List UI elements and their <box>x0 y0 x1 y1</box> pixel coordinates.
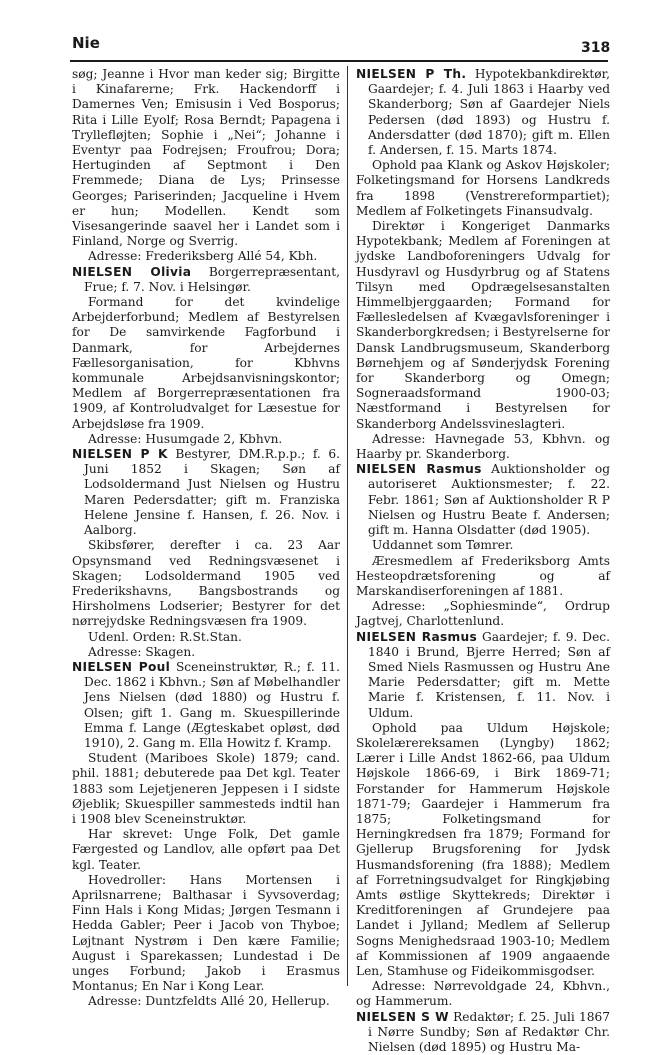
entry-heading <box>356 1010 610 1055</box>
entry-text: Bestyrer, DM.R.p.p.; f. 6. Juni 1852 i Skagen; Søn af Lodsoldermand Just Nielsen og Hustru Maren Pedersdatter; gift m. Franziska Helene Jensine f. Hansen, f. 26. Nov. i Aalborg. <box>84 447 341 538</box>
entry-text: Borgerrepræsentant, Frue; f. 7. Nov. i Helsingør. <box>84 264 341 294</box>
entry-heading <box>72 265 340 295</box>
running-head: Nie <box>72 34 100 52</box>
entry-text: Auktionsholder og autoriseret Auktionsmester; f. 22. Febr. 1861; Søn af Auktionsholder R P Nielsen og Hustru Beate f. Andersen; gift m. Hanna Olsdatter (død 1905). <box>368 462 610 538</box>
entry-paragraph: Student (Mariboes Skole) 1879; cand. phil. 1881; debuterede paa Det kgl. Teater 1883 som Lejetjeneren Jeppesen i I sidste Øjeblik; Skuespiller sammesteds indtil han i 1908 blev Sceneinstruktør. <box>72 751 340 826</box>
entry-heading <box>356 462 610 538</box>
right-column <box>356 67 610 1055</box>
entry-paragraph: Formand for det kvindelige Arbejderforbund; Medlem af Bestyrelsen for De samvirkende Fagforbund i Danmark, for Arbejdernes Fællesorganisation, for Kbhvns kommunale Arbejdsanvisningskontor; Medlem af Borgerrepræsentationen fra 1909, af Kontroludvalget for Læsestue for Arbejdsløse fra 1909. <box>72 295 340 431</box>
entry-paragraph: Adresse: Skagen. <box>88 644 196 659</box>
entry-paragraph: Direktør i Kongeriget Danmarks Hypotekbank; Medlem af Foreningen at jydske Landboforeningers Udvalg for Husdyravl og Husdyrbrug og af Statens Tilsyn med Opdrægelsesanstalten Himmelbjerggaarden; Formand for Fællesledelsen af Kvægavlsforeninger i Skanderborgkredsen; i Bestyrelserne for Dansk Landbrugsmuseum, Skanderborg Børnehjem og af Sønderjydsk Forening for Skanderborg og Omegn; Sogneraadsformand 1900-03; Næstformand i Bestyrelsen for Skanderborg Andelssvineslagteri. <box>356 219 610 431</box>
entry-text: Gaardejer; f. 9. Dec. 1840 i Brund, Bjerre Herred; Søn af Smed Niels Rasmussen og Hustru Ane Marie Pedersdatter; gift m. Mette Marie f. Kristensen, f. 11. Nov. i Uldum. <box>368 629 610 720</box>
entry-paragraph: Æresmedlem af Frederiksborg Amts Hesteopdrætsforening og af Marskandiserforeningen af 1881. <box>356 553 610 598</box>
entry-paragraph: Adresse: Duntzfeldts Allé 20, Hellerup. <box>88 994 330 1009</box>
entry-paragraph: Udenl. Orden: R.St.Stan. <box>88 629 242 644</box>
entry-heading <box>72 660 340 751</box>
entry-paragraph: Ophold paa Klank og Askov Højskoler; Folketingsmand for Horsens Landkreds fra 1898 (Venstrereformpartiet); Medlem af Folketingets Finansudvalg. <box>356 158 610 218</box>
entry-paragraph: Adresse: Havnegade 53, Kbhvn. og Haarby pr. Skanderborg. <box>356 431 610 462</box>
entry-paragraph: Adresse: Nørrevoldgade 24, Kbhvn., og Hammerum. <box>356 979 610 1009</box>
entry-paragraph: søg; Jeanne i Hvor man keder sig; Birgitte i Kinafarerne; Frk. Hackendorff i Damernes Ven; Emisusin i Ved Bosporus; Rita i Lille Eyolf; Rosa Berndt; Papagena i Tryllefløjten; Sophie i „Nei“; Johanne i Eventyr paa Fodrejsen; Froufrou; Dora; Hertuginden af Septmont i Den Fremmede; Diana de Lys; Prinsesse Georges; Pariserinden; Jacqueline i Hvem er hun; Modellen. Kendt som Visesangerinde saavel her i Landet som i Finland, Norge og Sverrig. <box>72 67 340 249</box>
header-rule <box>70 60 608 62</box>
entry-text: Redaktør; f. 25. Juli 1867 i Nørre Sundby; Søn af Redaktør Chr. Nielsen (død 1895) og Hustru Ma- <box>368 1009 611 1054</box>
person-name: NIELSEN P K <box>72 447 168 462</box>
entry-paragraph: Skibsfører, derefter i ca. 23 Aar Opsynsmand ved Redningsvæsenet i Skagen; Lodsoldermand 1905 ved Frederikshavns, Bangsbostrands og Hirsholmens Lodserier; Bestyrer for det nørrejydske Redningsvæsen fra 1909. <box>72 538 340 629</box>
entry-paragraph: Har skrevet: Unge Folk, Det gamle Færgested og Landlov, alle opført paa Det kgl. Teater. <box>72 827 340 872</box>
entry-heading <box>72 447 340 538</box>
entry-heading <box>356 630 610 721</box>
person-name: NIELSEN Poul <box>72 659 171 674</box>
entry-paragraph: Ophold paa Uldum Højskole; Skolelærereksamen (Lyngby) 1862; Lærer i Lille Andst 1862-66, paa Uldum Højskole 1866-69, i Birk 1869-71; Forstander for Hammerum Højskole 1871-79; Gaardejer i Hammerum fra 1875; Folketingsmand for Herningkredsen fra 1879; Formand for Gjellerup Brugsforening for Jydsk Husmandsforening (fra 1888); Medlem af Forretningsudvalget for Ringkjøbing Amts østlige Skyttekreds; Direktør i Kreditforeningen af Grundejere paa Landet i Jylland; Medlem af Sellerup Sogns Menighedsraad 1903-10; Medlem af Kommissionen af 1909 angaaende Len, Stamhuse og Fideikommisgodser. <box>356 720 610 978</box>
person-name: NIELSEN Rasmus <box>356 462 482 477</box>
left-column <box>72 67 340 1010</box>
person-name: NIELSEN P Th. <box>356 67 467 81</box>
entry-heading <box>356 67 610 158</box>
entry-paragraph: Adresse: Husumgade 2, Kbhvn. <box>88 431 283 446</box>
column-divider <box>347 66 348 986</box>
entry-paragraph: Uddannet som Tømrer. <box>372 538 514 553</box>
entry-paragraph: Adresse: Frederiksberg Allé 54, Kbh. <box>88 249 318 264</box>
entry-paragraph: Hovedroller: Hans Mortensen i Aprilsnarrene; Balthasar i Syvsoverdag; Finn Hals i Kong Midas; Jørgen Tesmann i Hedda Gabler; Peer i Jacob von Thyboe; Løjtnant Nystrøm i Den kære Familie; August i Sparekassen; Lundestad i De unges Forbund; Jakob i Erasmus Montanus; En Nar i Kong Lear. <box>72 872 340 994</box>
entry-paragraph: Adresse: „Sophiesminde“, Ordrup Jagtvej, Charlottenlund. <box>356 599 610 629</box>
person-name: NIELSEN S W <box>356 1009 449 1024</box>
entry-text: Hypotekbankdirektør, Gaardejer; f. 4. Juli 1863 i Haarby ved Skanderborg; Søn af Gaardejer Niels Pedersen (død 1893) og Hustru f. Andersdatter (død 1870); gift m. Ellen f. Andersen, f. 15. Marts 1874. <box>368 67 610 158</box>
person-name: NIELSEN Olivia <box>72 264 192 279</box>
page-number: 318 <box>581 40 611 56</box>
entry-text: Sceneinstruktør, R.; f. 11. Dec. 1862 i Kbhvn.; Søn af Møbelhandler Jens Nielsen (død 1880) og Hustru f. Olsen; gift 1. Gang m. Skuespillerinde Emma f. Lange (Ægteskabet opløst, død 1910), 2. Gang m. Ella Howitz f. Kramp. <box>84 659 340 750</box>
person-name: NIELSEN Rasmus <box>356 629 478 644</box>
